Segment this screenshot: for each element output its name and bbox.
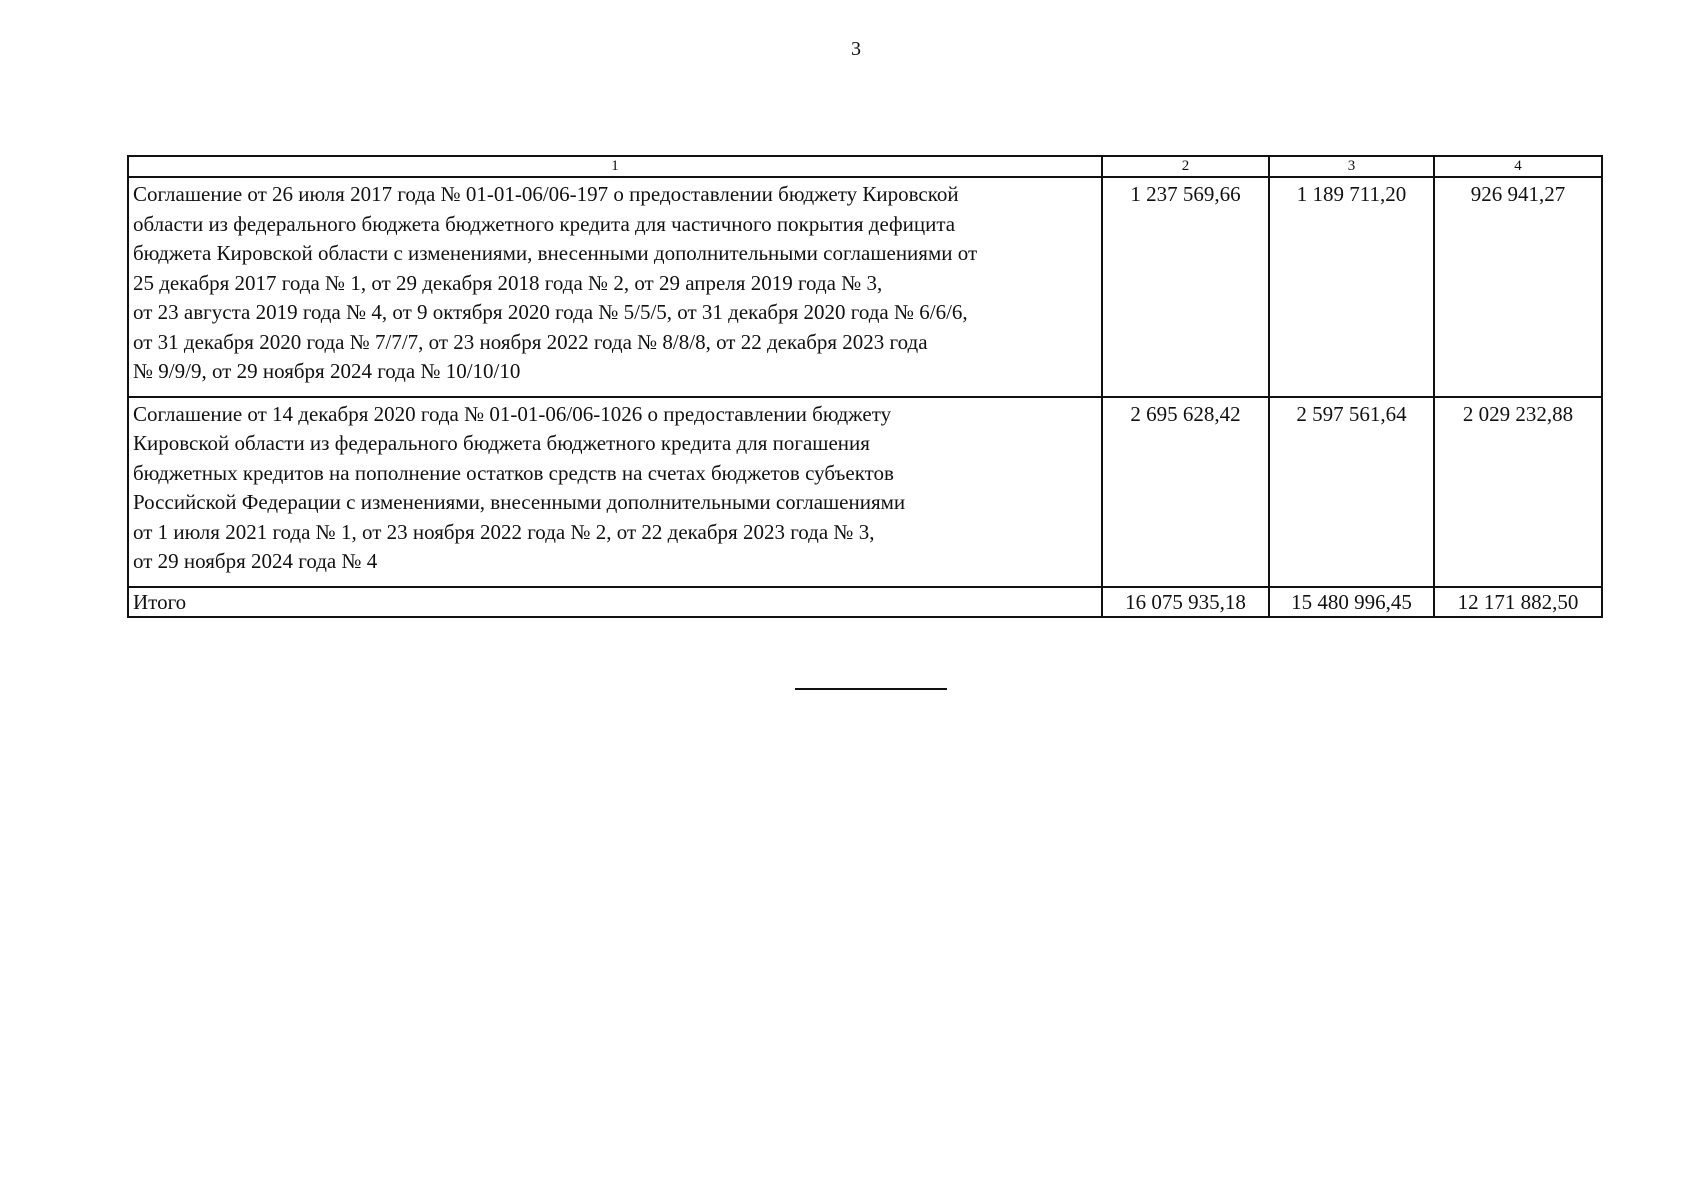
total-label: Итого — [128, 587, 1102, 617]
column-header-4: 4 — [1434, 156, 1602, 177]
description-line: бюджета Кировской области с изменениями, внесенными дополнительными соглашениями от — [133, 241, 978, 265]
total-col3: 15 480 996,45 — [1269, 587, 1434, 617]
amount-col2: 1 237 569,66 — [1102, 177, 1269, 397]
agreement-description — [128, 177, 1102, 397]
budget-credit-table — [127, 155, 1603, 618]
description-line: 25 декабря 2017 года № 1, от 29 декабря 2018 года № 2, от 29 апреля 2019 года № 3, — [133, 270, 883, 295]
description-line: Соглашение от 14 декабря 2020 года № 01-01-06/06-1026 о предоставлении бюджету — [133, 401, 892, 426]
description-line: бюджетных кредитов на пополнение остатков средств на счетах бюджетов субъектов — [133, 460, 894, 485]
amount-col2: 2 695 628,42 — [1102, 397, 1269, 587]
description-line: Соглашение от 26 июля 2017 года № 01-01-06/06-197 о предоставлении бюджету Кировской — [133, 182, 959, 206]
table-row — [128, 397, 1602, 587]
description-line: Кировской области из федерального бюджета бюджетного кредита для погашения — [133, 431, 870, 455]
description-line: от 1 июля 2021 года № 1, от 23 ноября 2022 года № 2, от 22 декабря 2023 года № 3, — [133, 519, 875, 544]
description-line: от 31 декабря 2020 года № 7/7/7, от 23 ноября 2022 года № 8/8/8, от 22 декабря 2023 года — [133, 329, 928, 354]
column-header-3: 3 — [1269, 156, 1434, 177]
table-header-row — [128, 156, 1602, 177]
amount-col4: 926 941,27 — [1434, 177, 1602, 397]
total-row — [128, 587, 1602, 617]
agreement-description — [128, 397, 1102, 587]
description-line: от 23 августа 2019 года № 4, от 9 октября 2020 года № 5/5/5, от 31 декабря 2020 года № 6/6/6, — [133, 300, 968, 324]
column-header-2: 2 — [1102, 156, 1269, 177]
column-header-1: 1 — [128, 156, 1102, 177]
total-col4: 12 171 882,50 — [1434, 587, 1602, 617]
page-number: 3 — [851, 38, 861, 60]
amount-col3: 1 189 711,20 — [1269, 177, 1434, 397]
total-col2: 16 075 935,18 — [1102, 587, 1269, 617]
description-line: Российской Федерации с изменениями, внесенными дополнительными соглашениями — [133, 490, 906, 514]
description-line: № 9/9/9, от 29 ноября 2024 года № 10/10/10 — [133, 359, 521, 383]
amount-col3: 2 597 561,64 — [1269, 397, 1434, 587]
amount-col4: 2 029 232,88 — [1434, 397, 1602, 587]
table-row — [128, 177, 1602, 397]
description-line: области из федерального бюджета бюджетного кредита для частичного покрытия дефицита — [133, 211, 956, 236]
closing-separator-line — [795, 688, 947, 690]
description-line: от 29 ноября 2024 года № 4 — [133, 549, 378, 573]
